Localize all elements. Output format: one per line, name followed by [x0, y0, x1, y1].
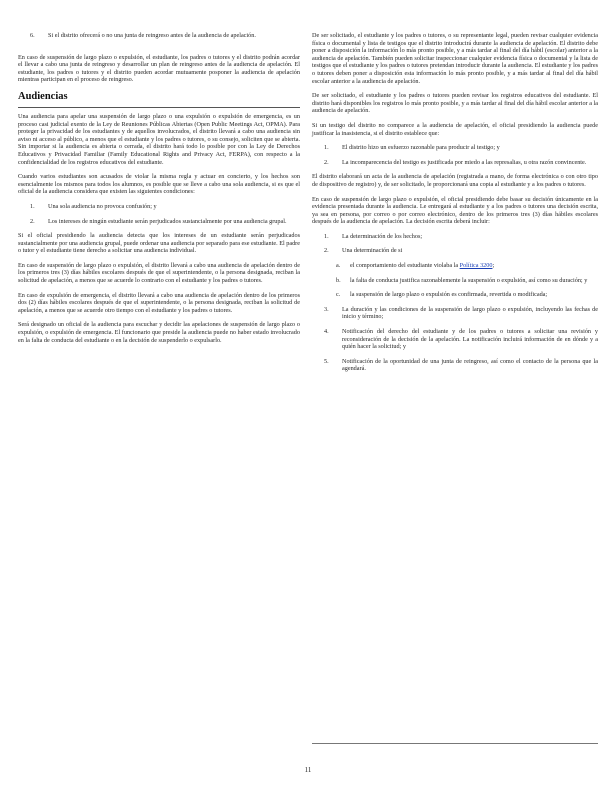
sublist-item: [312, 291, 598, 299]
paragraph-oficial: Si el oficial presidiendo la audiencia detecta que los intereses de un estudiante serán perjudicados sustancialmente por una audiencia grupal, puede ordenar una audiencia por separado para ese estudiante. El padre o tutor y el estudiante tiene derecho a solicitar una audiencia individual.: [18, 232, 300, 255]
sublist-item-letter: a.: [336, 262, 341, 270]
paragraph-testigo: Si un testigo del distrito no comparece a la audiencia de apelación, el oficial presidiendo la audiencia puede justificar la inasistencia, si el distrito establece que:: [312, 121, 598, 137]
list-item: [312, 247, 598, 298]
sublist-item-text: la suspensión de largo plazo o expulsión es confirmada, revertida o modificada;: [350, 291, 548, 299]
list-item-number: 1.: [324, 232, 329, 240]
list-item-text: Notificación del derecho del estudiante y de los padres o tutores a solicitar una revisión y reconsideración de la decisión de la apelación. La notificación incluirá información de en dónde y a quién hacer la solicitud; y: [342, 328, 598, 351]
list-item-text: Los intereses de ningún estudiante serán perjudicados sustancialmente por una audiencia grupal.: [48, 217, 287, 225]
list-item: [312, 306, 598, 321]
paragraph-decision: En caso de suspensión de largo plazo o expulsión, el oficial presidiendo debe basar su decisión únicamente en la evidencia presentada durante la audiencia. Le entregará al estudiante y a los padres o tutores una decisión escrita, ya sea en persona, por correo o por correo electrónico, dentro de los primeros tres (3) días hábiles escolares después de la audiencia de apelación. La decisión escrita deberá incluir:: [312, 195, 598, 226]
list-item-number: 2.: [30, 217, 35, 225]
list-item-number: 4.: [324, 328, 329, 336]
list-item-number: 2.: [324, 158, 329, 166]
paragraph-varios-estudiantes: Cuando varios estudiantes son acusados de violar la misma regla y actuar en concierto, y los hechos son esencialmente los mismos para todos los alumnos, es posible que se lleve a cabo una sola audiencia, si es que el oficial de la audiencia considera que existen las siguientes condiciones:: [18, 173, 300, 196]
paragraph-evidencia: De ser solicitado, el estudiante y los padres o tutores, o su representante legal, pueden revisar cualquier evidencia física o documental y lista de testigos que el distrito introducirá durante la audiencia de apelación. El distrito debe poner a disposición la información lo más pronto posible, y a más tardar al final del día hábil (escolar) anterior a la audiencia de apelación. También pueden solicitar inspeccionar cualquier evidencia física o documental y la lista de testigos que el estudiante y los padres o tutores pretendan introducir durante la audiencia. El estudiante y los padres o tutores deben poner a disposición esta información lo más pronto posible, y a más tardar al final del día hábil escolar anterior a la audiencia de apelación.: [312, 32, 598, 85]
list-item-text: Notificación de la oportunidad de una junta de reingreso, así como el contacto de la persona que la agendará.: [342, 357, 598, 373]
conditions-list: [18, 203, 300, 225]
list-item-number: 5.: [324, 357, 329, 365]
list-item-text: Una determinación de si: [342, 247, 403, 255]
determination-sublist: [312, 262, 598, 299]
list-item: [312, 233, 598, 241]
paragraph-registros: De ser solicitado, el estudiante y los padres o tutores pueden revisar los registros educativos del estudiante. El distrito hará disponibles los registros lo más pronto posible, y a más tardar al final del día hábil escolar anterior a la audiencia de apelación.: [312, 92, 598, 115]
list-item: [312, 358, 598, 373]
decision-list: [312, 233, 598, 373]
sublist-item-text: la falta de conducta justifica razonablemente la suspensión o expulsión, así como su duración; y: [350, 276, 588, 284]
sublist-item: [312, 277, 598, 285]
paragraph-largo-plazo: En caso de suspensión de largo plazo o expulsión, el distrito llevará a cabo una audiencia de apelación dentro de los primeros tres (3) días hábiles escolares después de que el superintendente, o la persona designada, reciban la solicitud de apelación, a menos que se acuerde lo contrario con el estudiante y los padres o tutores.: [18, 261, 300, 285]
list-item: [312, 159, 598, 167]
list-item-text: La incomparecencia del testigo es justificada por miedo a las represalias, u otra razón convincente.: [342, 158, 587, 166]
left-column: [18, 32, 300, 351]
paragraph-designado: Será designado un oficial de la audiencia para escuchar y decidir las apelaciones de suspensión de largo plazo o expulsión, o expulsión de emergencia. El funcionario que preside la audiencia puede no haber estado involucrado en la falta de conducta del estudiante o en la decisión de suspenderlo o expulsarlo.: [18, 321, 300, 344]
item-6: [18, 32, 300, 40]
item-6-text: Si el distrito ofrecerá o no una junta de reingreso antes de la audiencia de apelación.: [48, 32, 256, 39]
paragraph-reentry: En caso de suspensión de largo plazo o expulsión, el estudiante, los padres o tutores y el distrito podrán acordar el llevar a cabo una junta de reingreso y desarrollar un plan de reingreso antes de la audiencia de apelación. El estudiante, los padres o tutores y el distrito pueden acordar mutuamente posponer la audiencia de apelación mientras participan en el proceso de reingreso.: [18, 53, 300, 84]
list-item-number: 3.: [324, 305, 329, 313]
list-item: [312, 144, 598, 152]
list-item: [18, 203, 300, 211]
paragraph-audiencia: Una audiencia para apelar una suspensión de largo plazo o una expulsión o expulsión de emergencia, es un proceso casi judicial exento de la Ley de Reuniones Públicas Abiertas (Open Public Meetings Act, OPMA). Para proteger la privacidad de los estudiantes y de aquellos involucrados, el distrito llevará a cabo una audiencia sin aviso ni acceso al público, a menos que el estudiante y los padres o tutores, o su consejo, soliciten que se abierta. Sin importar si la audiencia es abierta o cerrada, el distrito hará todo lo posible por con la Ley de Derechos Educativos y Privacidad Familiar (Family Educational Rights and Privacy Act, FERPA), con respecto a la confidencialidad de los registros educativos del estudiante.: [18, 112, 300, 166]
paragraph-acta: El distrito elaborará un acta de la audiencia de apelación (registrada a mano, de forma electrónica o con otro tipo de dispositivo de registro) y, de ser solicitado, le proporcionará una copia al estudiante y a los padres o tutores.: [312, 173, 598, 188]
witness-conditions-list: [312, 144, 598, 166]
list-item-number: 1.: [30, 202, 35, 210]
sublist-item-letter: c.: [336, 291, 341, 299]
list-item-text: La duración y las condiciones de la suspensión de largo plazo o expulsión, incluyendo las fechas de inicio y término;: [342, 305, 598, 321]
item-6-number: 6.: [30, 32, 35, 39]
sublist-item: [312, 262, 598, 270]
section-heading-audiencias: Audiencias: [18, 90, 68, 102]
list-item-number: 1.: [324, 144, 329, 152]
sublist-item-suffix: ;: [492, 262, 495, 270]
heading-rule: [18, 107, 300, 108]
list-item: [312, 328, 598, 351]
footer-rule: [312, 743, 598, 744]
right-column: [312, 32, 598, 380]
policy-link[interactable]: Política 3200: [459, 262, 493, 270]
page-number: 11: [304, 766, 312, 774]
sublist-item-letter: b.: [336, 276, 341, 284]
sublist-item-text: el comportamiento del estudiante violaba la: [350, 262, 460, 270]
list-item-text: La determinación de los hechos;: [342, 232, 423, 240]
list-item-text: El distrito hizo un esfuerzo razonable para producir al testigo; y: [342, 144, 500, 152]
list-item-number: 2.: [324, 247, 329, 255]
list-item: [18, 218, 300, 226]
paragraph-emergencia: En caso de expulsión de emergencia, el distrito llevará a cabo una audiencia de apelación dentro de los primeros dos (2) días hábiles escolares después de que el superintendente, o la persona designada, reciban la solicitud de apelación, a menos que se acuerde otro tiempo con el estudiante y los padres o tutores.: [18, 291, 300, 314]
list-item-text: Una sola audiencia no provoca confusión; y: [48, 202, 157, 210]
